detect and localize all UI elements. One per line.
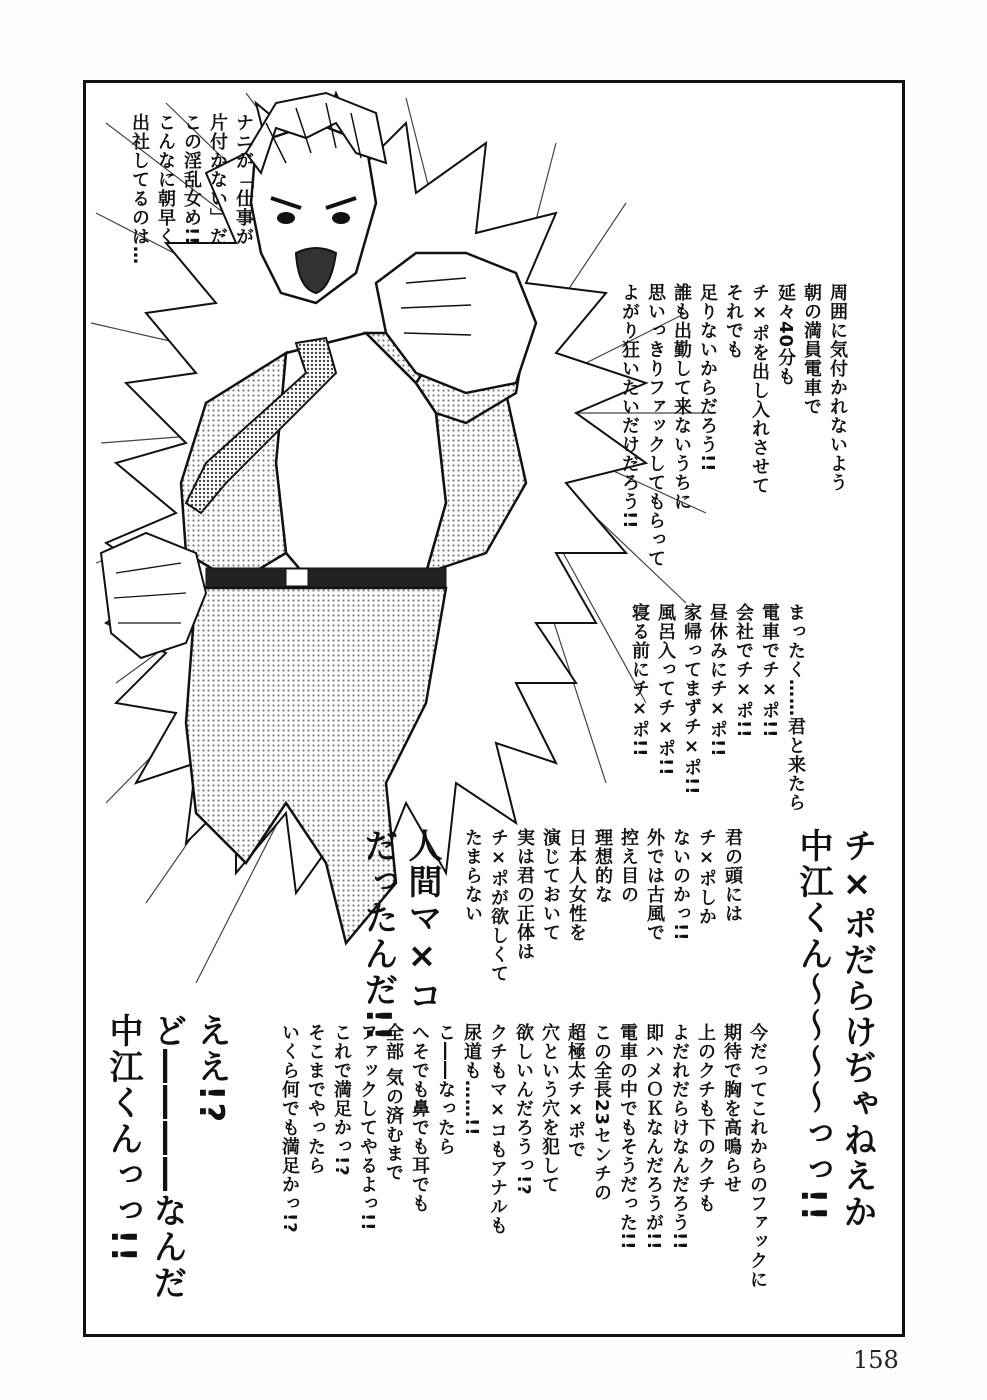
shout-right: チ×ポだらけぢゃねえか 中江くん〜〜〜〜っっ!!	[793, 828, 877, 1230]
speech-middle: 周囲に気付かれないよう 朝の満員電車で 延々40分も チ×ポを出し入れさせて それでも 足りないからだろう!! 誰も出勤して来ないうちに 思いっきりファックしてもらって よがり狂いたいだけだろう!!	[619, 283, 848, 568]
speech-head: 君の頭には チ×ポしか ないのかっ!! 外では古風で 控え目の 理想的な 日本人女性を 演じておいて 実は君の正体は チ×ポが欲しくて たまらない	[462, 828, 743, 983]
speech-bottom: 今だってこれからのファックに 期待で胸を高鳴らせ 上のクチも下のクチも よだれだらけなんだろう!! 即ハメＯＫなんだろうが!! 電車の中でもそうだった!! この全長23センチの 超極太チ×ポで 穴という穴を犯して 欲しいんだろうっ!? クチもマ×コもアナルも 尿道も……!! こ――なったら へそでも鼻でも耳でも 全部 気の済むまで ファックしてやるよっ!! これで満足かっ!? そこまでやったら いくら何でも満足かっ!?	[279, 1023, 768, 1289]
comic-panel	[83, 80, 905, 1337]
shout-left: ええ!? ど――――なんだ 中江くんっっ!!	[103, 1013, 231, 1301]
shout-middle: 人間マ×コ だったんだ!!	[358, 828, 442, 1044]
belt	[206, 568, 446, 588]
speech-right: まったく……君と来たら 電車でチ×ポ!! 会社でチ×ポ!! 昼休みにチ×ポ!! 家帰ってまずチ×ポ!! 風呂入ってチ×ポ!! 寝る前にチ×ポ!!	[629, 603, 806, 812]
speech-top: ナニが「仕事が 片付かない」だ この淫乱女め!! こんなに朝早く 出社してるのは…	[129, 113, 254, 265]
page-number: 158	[853, 1346, 899, 1374]
